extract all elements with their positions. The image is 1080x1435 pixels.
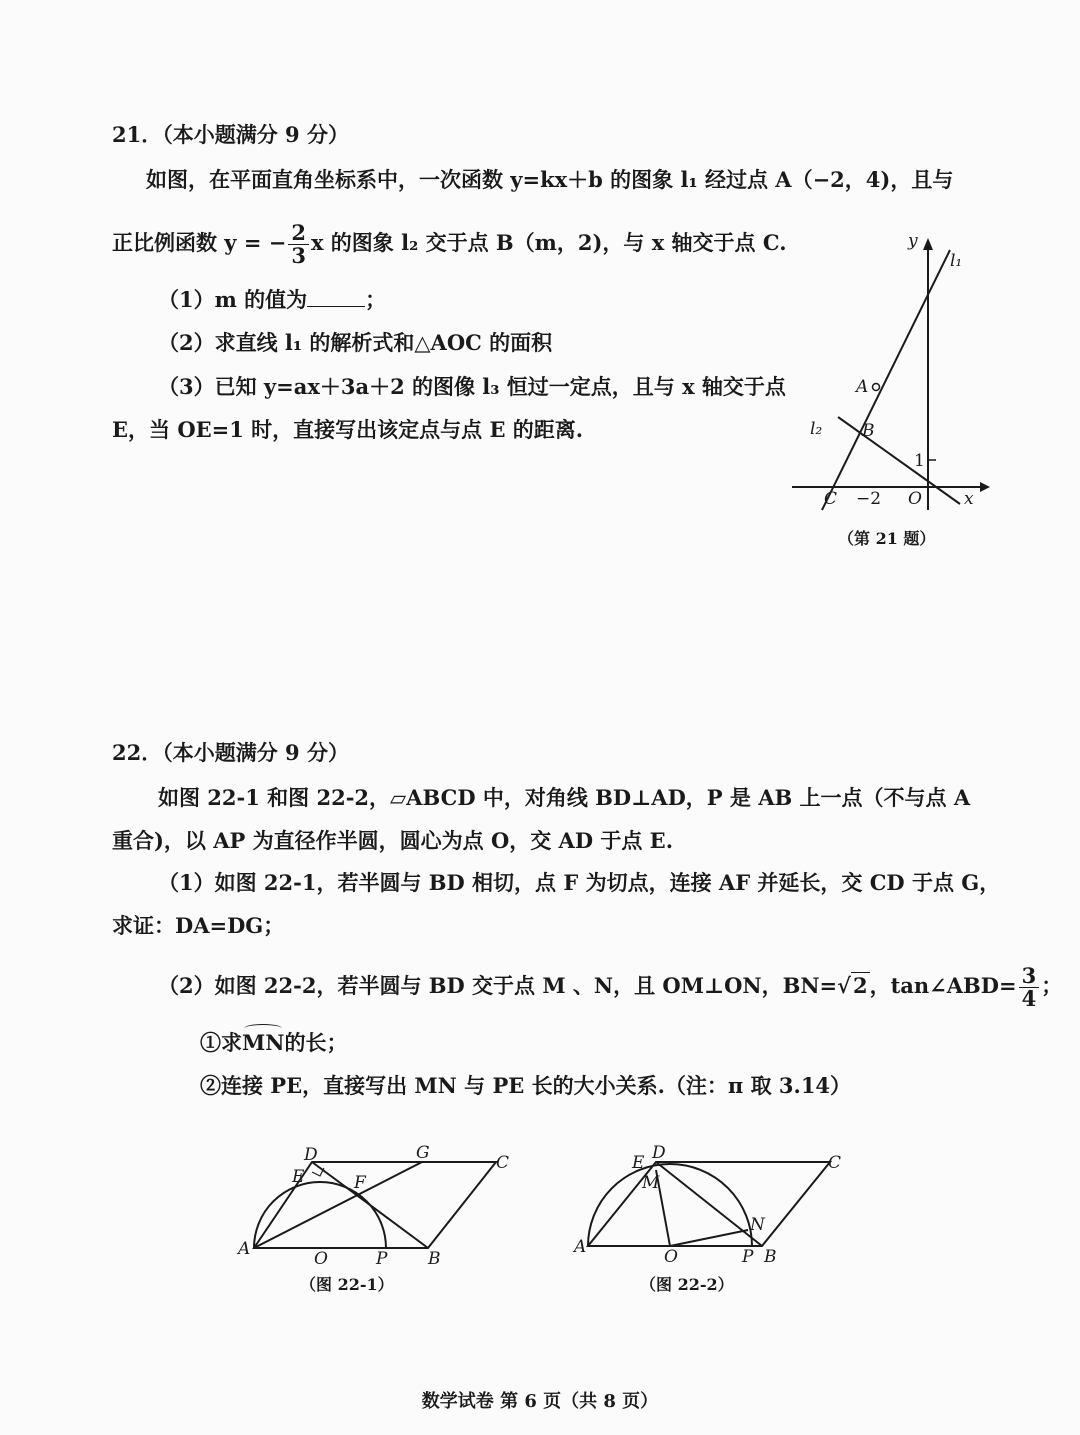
q21-part1-post: ； bbox=[365, 287, 387, 312]
q22-line1: 如图 22-1 和图 22-2，▱ABCD 中，对角线 BD⊥AD，P 是 AB 上一点（不与点 A bbox=[158, 785, 971, 810]
label-l2: l₂ bbox=[810, 419, 823, 439]
q21-line2-post: x 的图象 l₂ 交于点 B（m，2)，与 x 轴交于点 C. bbox=[310, 230, 787, 255]
point-A bbox=[873, 384, 880, 391]
q21-line1: 如图，在平面直角坐标系中，一次函数 y=kx＋b 的图象 l₁ 经过点 A（−2，4)，且与 bbox=[146, 167, 954, 192]
fig1-label-B: B bbox=[428, 1249, 441, 1269]
segment-ON bbox=[670, 1230, 748, 1246]
label-y: y bbox=[908, 232, 918, 251]
q21-figure-caption: （第 21 题） bbox=[838, 529, 936, 548]
q21-line2-pre: 正比例函数 y = − bbox=[112, 230, 287, 255]
q22-line2: 重合)，以 AP 为直径作半圆，圆心为点 O，交 AD 于点 E. bbox=[112, 828, 673, 853]
q21-part1 bbox=[158, 285, 386, 315]
parallelogram-ABCD bbox=[254, 1162, 496, 1248]
fig2-label-C: C bbox=[828, 1153, 842, 1173]
line-l1 bbox=[822, 250, 950, 510]
label-O: O bbox=[908, 489, 922, 509]
q21-part3b: E，当 OE=1 时，直接写出该定点与点 E 的距离. bbox=[112, 417, 584, 442]
fig2-label-M: M bbox=[642, 1173, 660, 1193]
fig1-label-E: E bbox=[292, 1167, 305, 1187]
fig1-label-D: D bbox=[304, 1145, 318, 1165]
q21-fraction bbox=[288, 222, 309, 267]
q22-part1a: （1）如图 22-1，若半圆与 BD 相切，点 F 为切点，连接 AF 并延长，交 CD 于点 G， bbox=[158, 870, 1001, 895]
q21-part2: （2）求直线 l₁ 的解析式和△AOC 的面积 bbox=[158, 330, 553, 355]
fig2-label-B: B bbox=[764, 1247, 777, 1267]
line-AG bbox=[254, 1162, 422, 1248]
fig1-label-F: F bbox=[354, 1173, 366, 1193]
q22-part1b: 求证：DA=DG； bbox=[112, 913, 285, 938]
q21-part1-pre: （1）m 的值为 bbox=[158, 287, 308, 312]
q21-frac-den: 3 bbox=[291, 243, 306, 268]
page-footer: 数学试卷 第 6 页（共 8 页） bbox=[421, 1391, 659, 1412]
fig2-label-A: A bbox=[574, 1237, 587, 1257]
label-l1: l₁ bbox=[950, 251, 963, 271]
q22-sub1-post: 的长； bbox=[284, 1030, 348, 1055]
tick-label-y: 1 bbox=[914, 451, 925, 471]
label-x: x bbox=[964, 489, 974, 509]
fig2-label-D: D bbox=[652, 1143, 666, 1163]
q22-part2-mid: ，tan∠ABD= bbox=[869, 973, 1017, 998]
q22-sub1 bbox=[200, 1028, 347, 1058]
arc-MN: MN bbox=[242, 1028, 284, 1058]
sqrt-radicand: 2 bbox=[852, 973, 868, 998]
q22-part2 bbox=[158, 965, 1062, 1010]
q21-line2 bbox=[112, 222, 787, 267]
x-axis-arrow bbox=[980, 482, 990, 492]
tick-label-x: −2 bbox=[856, 489, 882, 509]
fig1-label-A: A bbox=[238, 1239, 251, 1259]
answer-blank bbox=[307, 286, 365, 307]
sqrt-expression: √2 bbox=[837, 973, 868, 998]
fig1-label-P: P bbox=[376, 1249, 388, 1269]
figure-22-1 bbox=[232, 1140, 532, 1300]
fig2-label-P: P bbox=[742, 1247, 754, 1267]
q21-header: 21．（本小题满分 9 分） bbox=[112, 122, 349, 147]
label-A: A bbox=[856, 377, 869, 397]
tan-num: 3 bbox=[1019, 965, 1040, 988]
label-B: B bbox=[862, 421, 875, 441]
q21-coordinate-figure bbox=[780, 232, 990, 552]
fig1-label-G: G bbox=[416, 1143, 430, 1163]
fig2-label-N: N bbox=[750, 1215, 765, 1235]
q22-sub1-pre: ①求 bbox=[200, 1030, 242, 1055]
fig1-label-C: C bbox=[496, 1153, 510, 1173]
fig1-caption: （图 22-1） bbox=[300, 1275, 394, 1294]
y-axis-arrow bbox=[923, 238, 933, 250]
figure-22-2 bbox=[572, 1140, 872, 1300]
fig2-caption: （图 22-2） bbox=[640, 1275, 734, 1294]
tan-fraction bbox=[1019, 965, 1040, 1010]
label-C: C bbox=[824, 489, 838, 509]
q22-part2-pre: （2）如图 22-2，若半圆与 BD 交于点 M 、N，且 OM⊥ON，BN= bbox=[158, 973, 838, 998]
q21-part3a: （3）已知 y=ax＋3a＋2 的图像 l₃ 恒过一定点，且与 x 轴交于点 bbox=[158, 374, 786, 399]
fig2-label-O: O bbox=[664, 1247, 678, 1267]
q22-header: 22．（本小题满分 9 分） bbox=[112, 740, 349, 765]
fig1-label-O: O bbox=[314, 1249, 328, 1269]
q22-sub2: ②连接 PE，直接写出 MN 与 PE 长的大小关系.（注：π 取 3.14） bbox=[200, 1073, 852, 1098]
fig2-label-E: E bbox=[632, 1153, 645, 1173]
q21-frac-num: 2 bbox=[288, 222, 309, 245]
tan-den: 4 bbox=[1021, 986, 1037, 1011]
q22-part2-post: ； bbox=[1041, 973, 1063, 998]
